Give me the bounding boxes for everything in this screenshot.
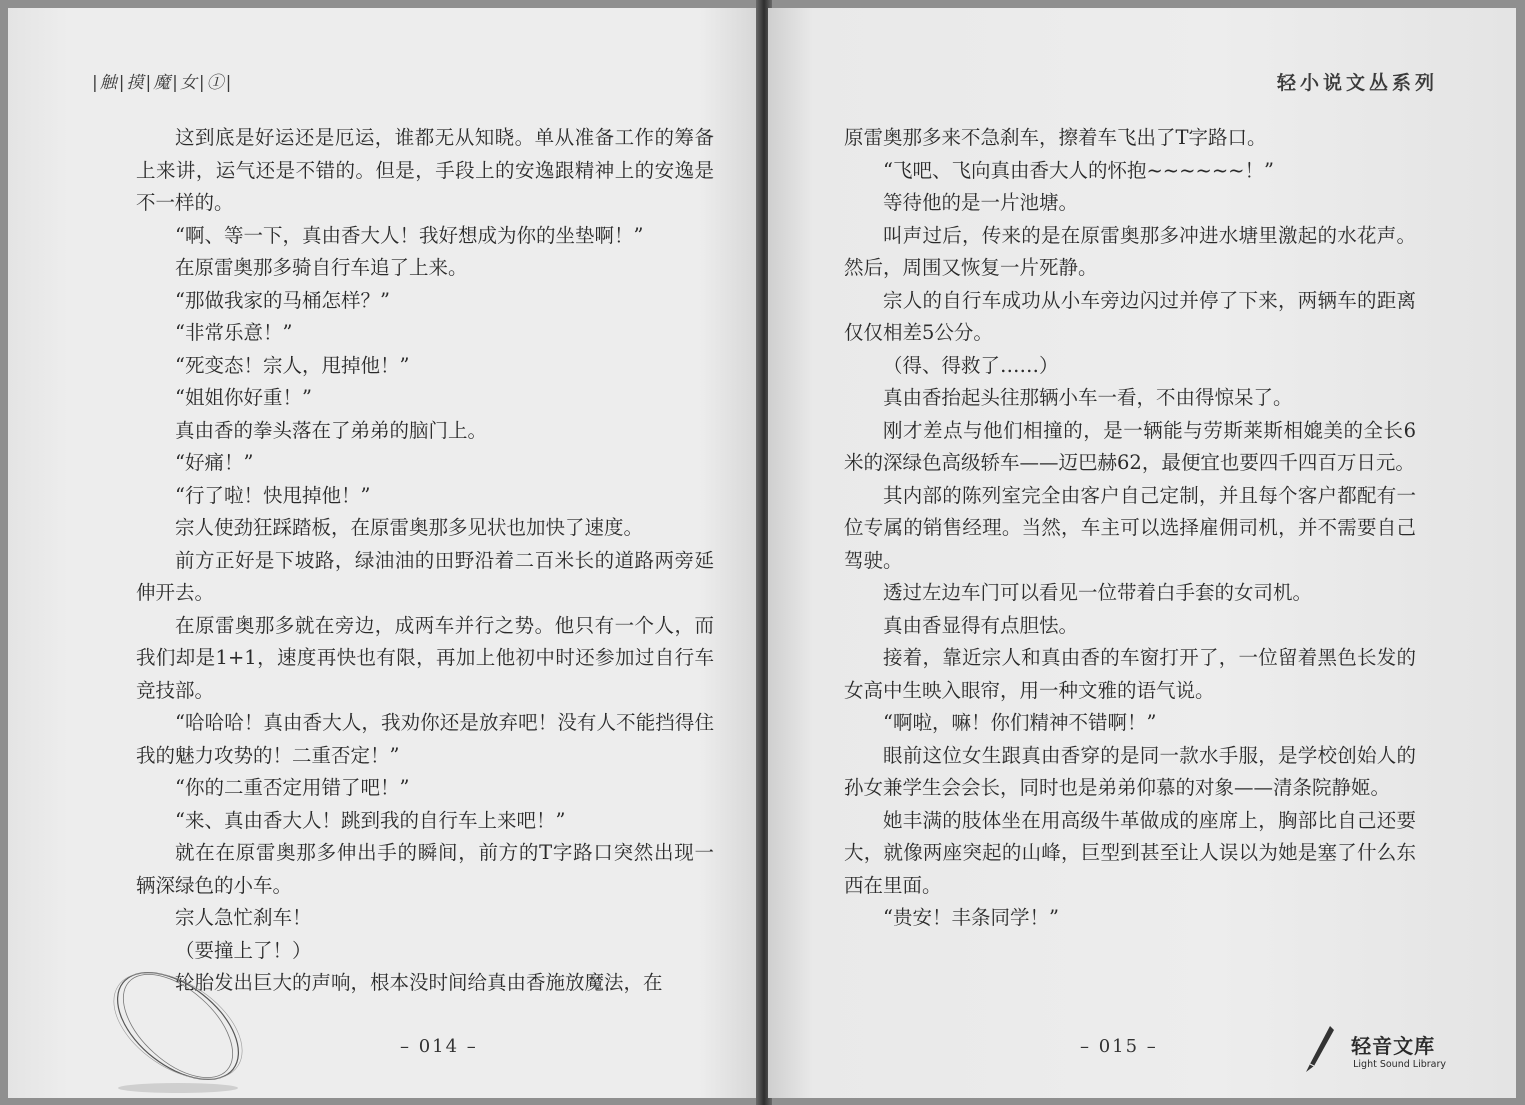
paragraph: 宗人急忙刹车！	[175, 906, 312, 929]
publisher-logo	[1351, 1030, 1446, 1070]
logo-sub-text: Light Sound Library	[1353, 1059, 1446, 1070]
paragraph: 真由香抬起头往那辆小车一看，不由得惊呆了。	[883, 386, 1293, 409]
paragraph: “来、真由香大人！跳到我的自行车上来吧！”	[175, 808, 566, 832]
paragraph: 接着，靠近宗人和真由香的车窗打开了，一位留着黑色长发的女高中生映入眼帘，用一种文雅的语气说。	[844, 646, 1416, 702]
paragraph: 真由香显得有点胆怯。	[883, 613, 1079, 637]
pen-nib-icon	[1302, 1024, 1336, 1074]
running-head-right: 轻小说文丛系列	[1276, 72, 1438, 94]
paragraph: 宗人使劲狂踩踏板，在原雷奥那多见状也加快了速度。	[175, 516, 644, 539]
paragraph: 在原雷奥那多就在旁边，成两车并行之势。他只有一个人，而我们却是1+1，速度再快也有限，再加上他初中时还参加过自行车竞技部。	[136, 613, 714, 702]
paragraph: “啊、等一下，真由香大人！我好想成为你的坐垫啊！”	[175, 223, 644, 247]
paragraph: “哈哈哈！真由香大人，我劝你还是放弃吧！没有人不能挡得住我的魅力攻势的！二重否定！”	[136, 711, 714, 767]
paragraph: （得、得救了……）	[883, 353, 1059, 377]
left-body-text	[136, 122, 714, 1000]
paragraph: “好痛！”	[175, 451, 254, 474]
paragraph: （要撞上了！）	[175, 938, 312, 962]
paragraph: 她丰满的肢体坐在用高级牛革做成的座席上，胸部比自己还要大，就像两座突起的山峰，巨型到甚至让人误以为她是塞了什么东西在里面。	[844, 808, 1416, 897]
logo-main-text: 轻音文库	[1351, 1034, 1436, 1058]
paragraph: 前方正好是下坡路，绿油油的田野沿着二百米长的道路两旁延伸开去。	[136, 548, 714, 604]
paragraph: “死变态！宗人，甩掉他！”	[175, 353, 410, 377]
left-page	[8, 8, 760, 1098]
running-head-left: |触|摸|魔|女|①|	[92, 73, 234, 93]
page-number-right: – 015 –	[1080, 1036, 1158, 1057]
paragraph: 透过左边车门可以看见一位带着白手套的女司机。	[883, 581, 1313, 604]
paragraph: 轮胎发出巨大的声响，根本没时间给真由香施放魔法，在	[175, 971, 663, 994]
paragraph: “飞吧、飞向真由香大人的怀抱~~~~~~！”	[883, 158, 1274, 182]
paragraph: 等待他的是一片池塘。	[883, 191, 1079, 214]
paragraph: 真由香的拳头落在了弟弟的脑门上。	[175, 418, 488, 442]
paragraph: “非常乐意！”	[175, 321, 293, 344]
paragraph: “那做我家的马桶怎样？”	[175, 288, 390, 312]
paragraph: 这到底是好运还是厄运，谁都无从知晓。单从准备工作的筹备上来讲，运气还是不错的。但是，手段上的安逸跟精神上的安逸是不一样的。	[136, 126, 714, 214]
paragraph: 刚才差点与他们相撞的，是一辆能与劳斯莱斯相媲美的全长6米的深绿色高级轿车——迈巴赫62，最便宜也要四千四百万日元。	[844, 418, 1416, 474]
paragraph: “你的二重否定用错了吧！”	[175, 776, 410, 799]
swirl-ornament-icon	[96, 948, 266, 1098]
paragraph: “行了啦！快甩掉他！”	[175, 483, 371, 507]
paragraph: 宗人的自行车成功从小车旁边闪过并停了下来，两辆车的距离仅仅相差5公分。	[844, 288, 1416, 344]
paragraph: 眼前这位女生跟真由香穿的是同一款水手服，是学校创始人的孙女兼学生会会长，同时也是弟弟仰慕的对象——清条院静姬。	[844, 743, 1416, 799]
paragraph: “贵安！丰条同学！”	[883, 906, 1059, 929]
paragraph: 在原雷奥那多骑自行车追了上来。	[175, 256, 468, 279]
paragraph: 叫声过后，传来的是在原雷奥那多冲进水塘里激起的水花声。然后，周围又恢复一片死静。	[844, 223, 1416, 279]
paragraph: 就在在原雷奥那多伸出手的瞬间，前方的T字路口突然出现一辆深绿色的小车。	[136, 841, 714, 897]
right-page	[768, 8, 1516, 1098]
paragraph: “啊啦，嘛！你们精神不错啊！”	[883, 711, 1157, 734]
paragraph: “姐姐你好重！”	[175, 386, 312, 409]
paragraph: 原雷奥那多来不急刹车，擦着车飞出了T字路口。	[844, 126, 1267, 149]
page-number-left: – 014 –	[400, 1036, 478, 1057]
right-body-text	[844, 122, 1416, 935]
paragraph: 其内部的陈列室完全由客户自己定制，并且每个客户都配有一位专属的销售经理。当然，车主可以选择雇佣司机，并不需要自己驾驶。	[844, 483, 1416, 572]
